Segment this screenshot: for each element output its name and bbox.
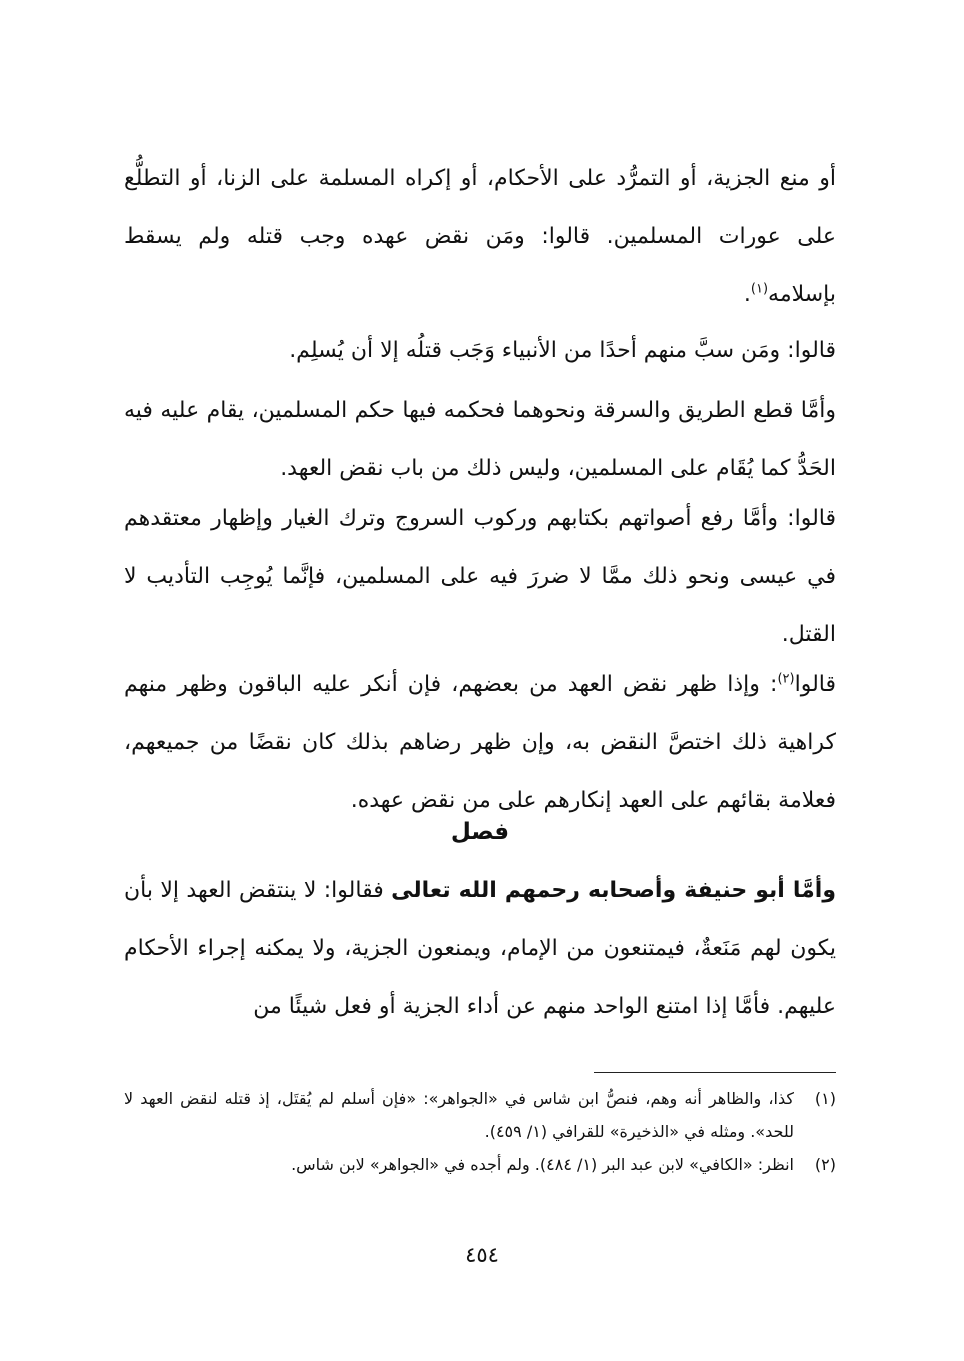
- paragraph-5-text: : وإذا ظهر نقض العهد من بعضهم، فإن أنكر عليه الباقون وظهر منهم كراهية ذلك اختصَّ النقض به، وإن ظهر رضاهم بذلك كان نقضًا من جميعهم، فعلامة بقائهم على العهد إنكارهم على من نقض عهده.: [124, 672, 836, 813]
- section-heading: فصل: [450, 819, 510, 845]
- paragraph-1: [124, 150, 836, 324]
- footnote-2: [124, 1148, 836, 1181]
- paragraph-1-end: .: [743, 282, 751, 307]
- paragraph-5-lead: قالوا: [794, 672, 836, 697]
- paragraph-3: وأمَّا قطع الطريق والسرقة ونحوهما فحكمه فيها حكم المسلمين، يقام عليه فيه الحَدُّ كما يُقَام على المسلمين، وليس ذلك من باب نقض العهد.: [124, 398, 836, 481]
- paragraph-6-bold-lead: وأمَّا أبو حنيفة وأصحابه رحمهم الله تعالى: [391, 878, 837, 903]
- paragraph-1-text: أو منع الجزية، أو التمرُّد على الأحكام، أو إكراه المسلمة على الزنا، أو التطلُّع على عورات المسلمين. قالوا: ومَن نقض عهده وجب قتله ولم يسقط بإسلامه: [124, 166, 836, 307]
- footnote-1-text: كذا، والظاهر أنه وهم، فنصُّ ابن شاس في «الجواهر»: «فإن أسلم لم يُقتَل، إذ قتله لنقض العهد لا للحد». ومثله في «الذخيرة» للقرافي (١/ ٤٥٩).: [124, 1089, 794, 1141]
- footnote-ref-1[interactable]: (١): [750, 281, 769, 297]
- footnote-ref-2[interactable]: (٢): [777, 671, 795, 687]
- paragraph-6: [124, 862, 836, 1036]
- footnote-2-number: (٢): [814, 1155, 836, 1174]
- footnote-1: [124, 1082, 836, 1148]
- footnote-2-text: انظر: «الكافي» لابن عبد البر (١/ ٤٨٤). ولم أجده في «الجواهر» لابن شاس.: [291, 1155, 794, 1174]
- paragraph-4: قالوا: وأمَّا رفع أصواتهم بكتابهم وركوب السروج وترك الغيار وإظهار معتقدهم في عيسى ونحو ذلك ممَّا لا ضررَ فيه على المسلمين، فإنَّما يُوجِب التأديب لا القتل.: [124, 506, 836, 647]
- paragraph-6-text: فقالوا: لا ينتقض العهد إلا بأن يكون لهم مَنَعةٌ، فيمتنعون من الإمام، ويمنعون الجزية، ولا يمكنه إجراء الأحكام عليهم. فأمَّا إذا امتنع الواحد منهم عن أداء الجزية أو فعل شيئًا من: [124, 878, 836, 1019]
- footnote-separator: [594, 1072, 836, 1073]
- page-number: ٤٥٤: [465, 1243, 499, 1267]
- footnote-1-number: (١): [814, 1089, 836, 1108]
- paragraph-5: [124, 656, 836, 830]
- paragraph-2: قالوا: ومَن سبَّ منهم أحدًا من الأنبياء وَجَب قتلُه إلا أن يُسلِم.: [289, 338, 836, 363]
- footnotes: [124, 1082, 836, 1181]
